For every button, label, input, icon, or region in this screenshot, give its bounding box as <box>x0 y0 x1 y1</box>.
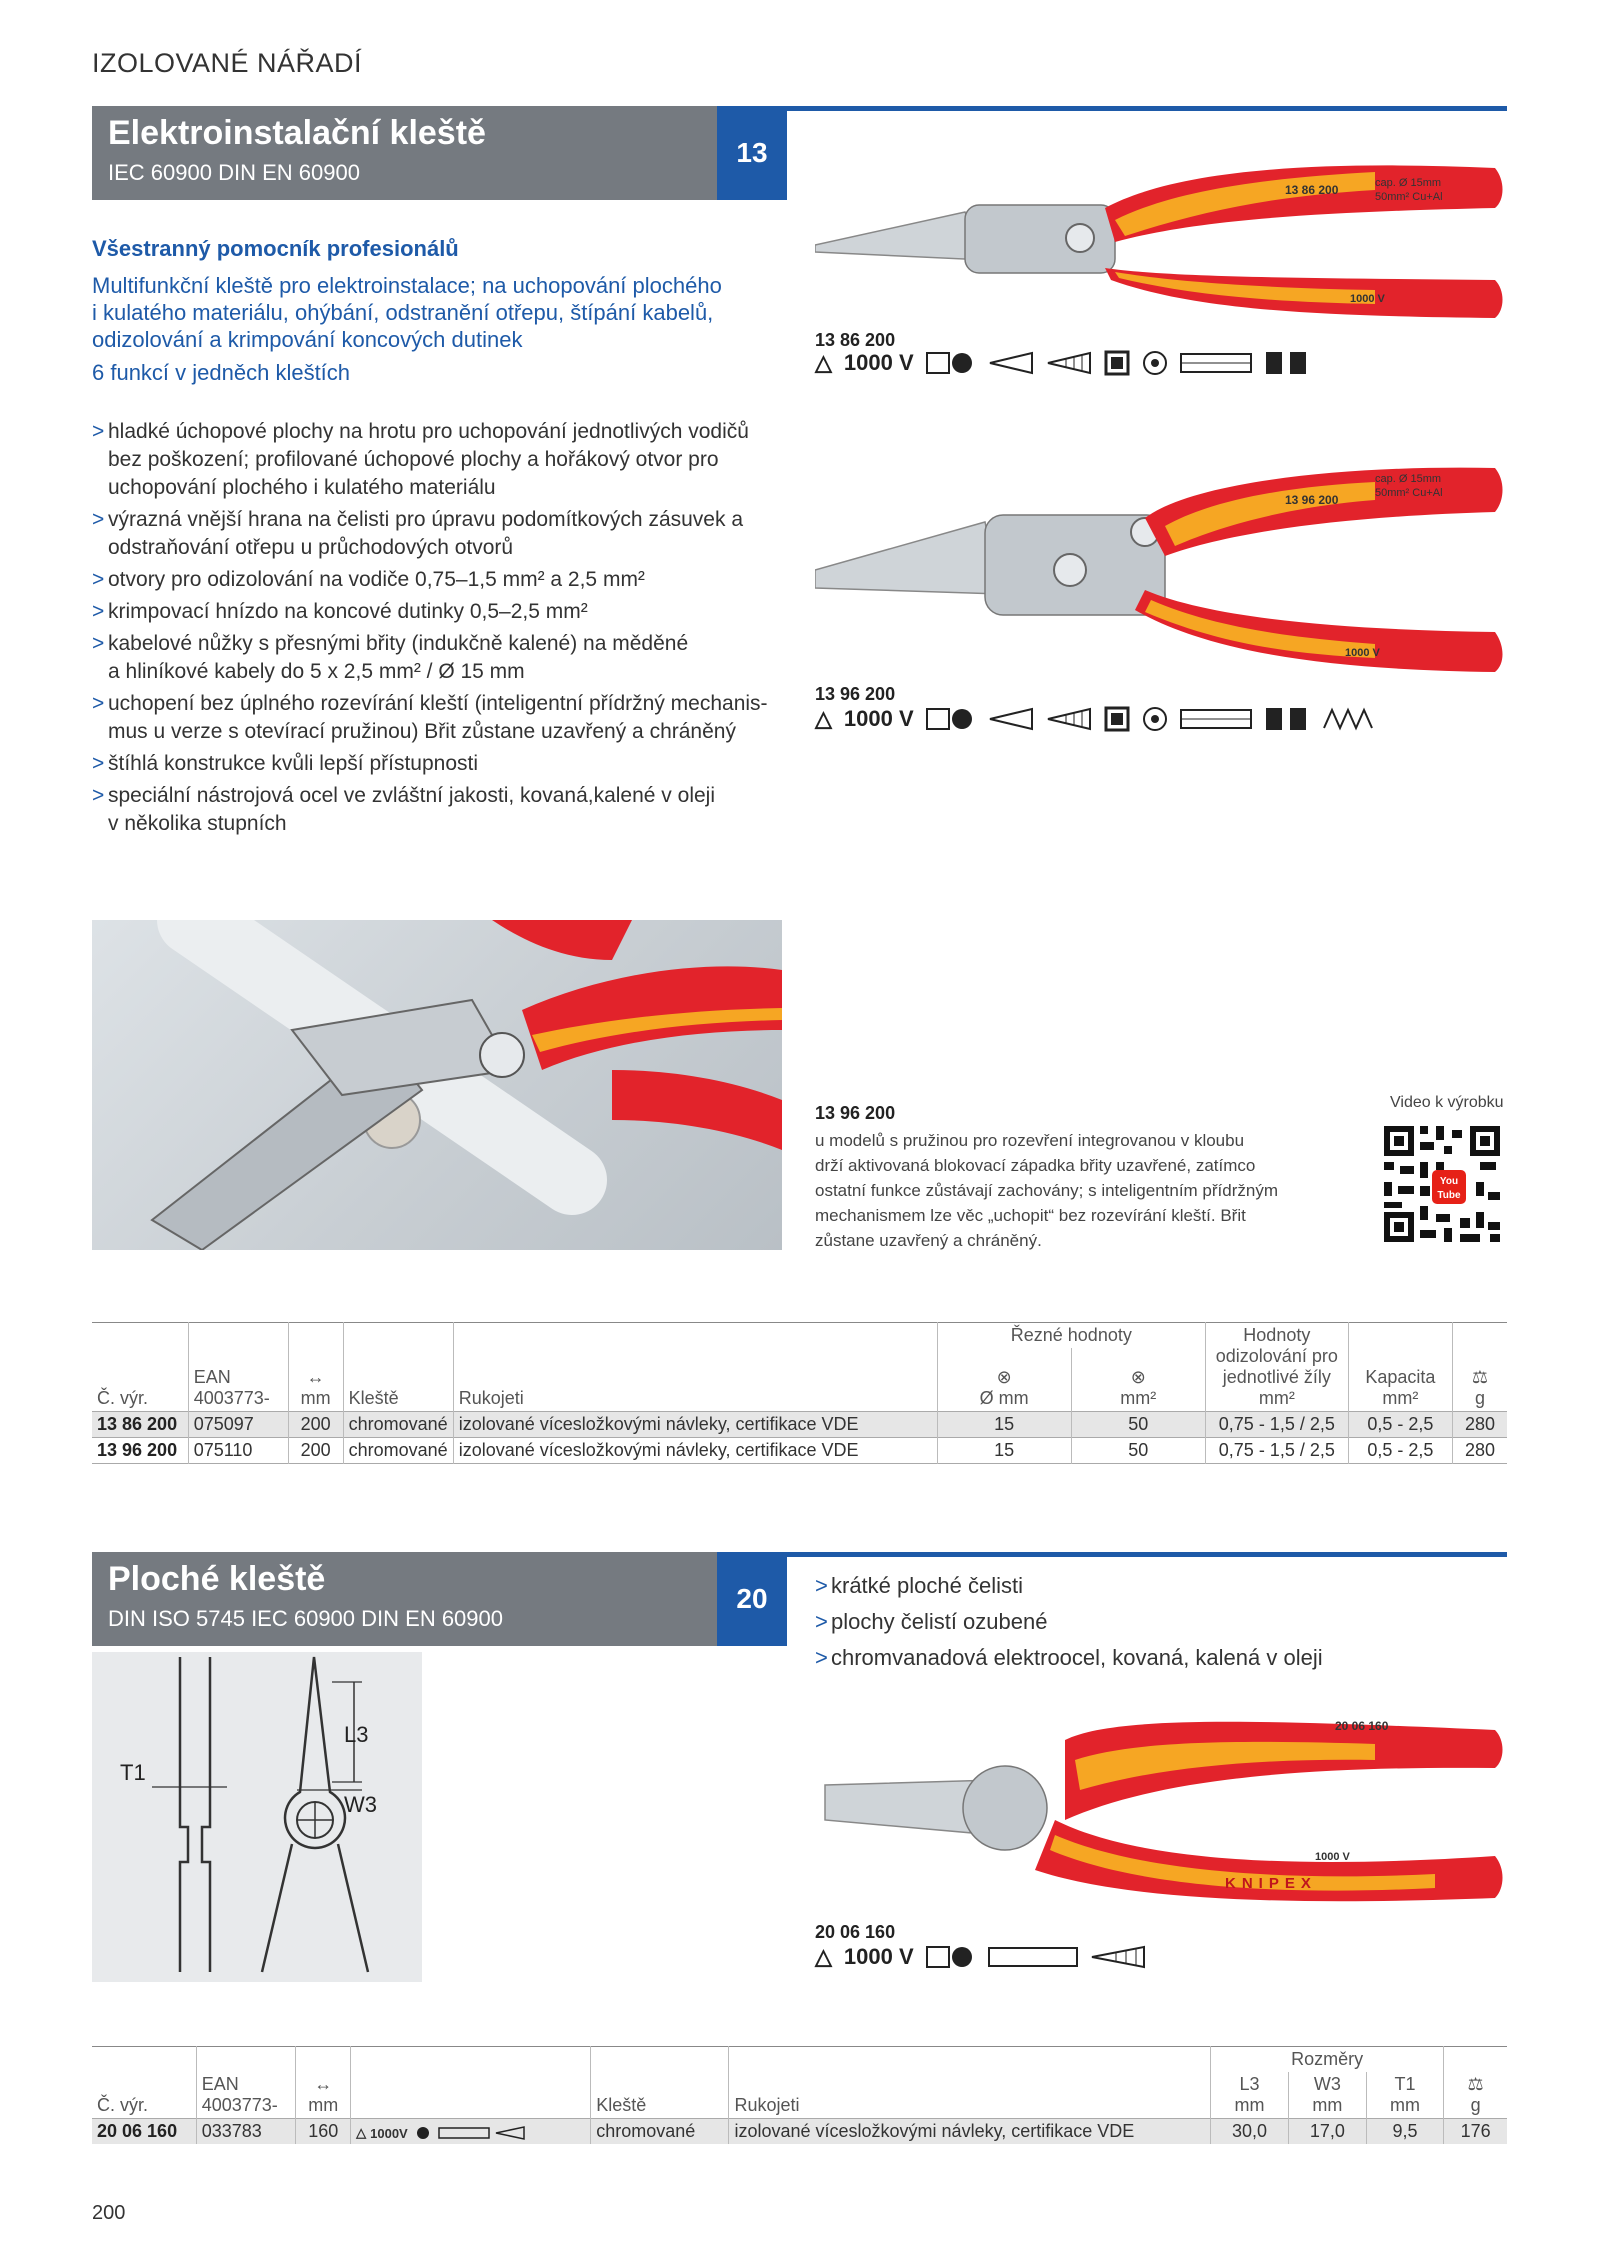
intro-tag: 6 funkcí v jedněch kleštích <box>92 360 351 385</box>
flat-jaw-icon <box>988 707 1034 731</box>
col-t1: T1 mm <box>1366 2072 1443 2119</box>
list-item: > kabelové nůžky s přesnými břity (indukčně kalené) na měděné a hliníkové kabely do 5 x 2,5 mm² / Ø 15 mm <box>92 630 792 686</box>
symbol-cell: △ 1000V <box>351 2119 591 2145</box>
cable-cutter-icon <box>1142 706 1168 732</box>
flat-jaw-icon <box>988 1945 1078 1969</box>
feature-list <box>815 1570 1505 1678</box>
detail-caption: u modelů s pružinou pro rozevření integrovanou v kloubu drží aktivovaná blokovací západka břity uzavřené, zatímco ostatní funkce zůstávají zachovány; s inteligentním přídržným mechanismem lze věc „uchopit“ bez rozevírání kleští. Břit zůstane uzavřený a chráněný. <box>815 1131 1279 1250</box>
group-number: 20 <box>717 1552 787 1646</box>
insulation-icon: △ <box>815 350 832 375</box>
list-item: > krimpovací hnízdo na koncové dutinky 0,5–2,5 mm² <box>92 598 792 626</box>
list-item: > otvory pro odizolování na vodiče 0,75–1,5 mm² a 2,5 mm² <box>92 566 792 594</box>
list-item: > speciální nástrojová ocel ve zvláštní jakosti, kovaná,kalené v oleji v několika stupních <box>92 782 792 838</box>
variant-code: 13 86 200 <box>815 330 896 350</box>
col-ean: EAN 4003773- <box>196 2072 296 2119</box>
list-item: > uchopení bez úplného rozevírání kleští (inteligentní přídržný mechanis- mus u verze s otevírací pružinou) Břit zůstane uzavřený a chráněný <box>92 690 792 746</box>
plier-image-20-06-160 <box>815 1710 1505 1920</box>
edge-icon <box>1264 706 1310 732</box>
vde-gs-icon <box>926 706 976 732</box>
intro-text: Multifunkční kleště pro elektroinstalace; na uchopování plochého i kulatého materiálu, ohýbání, odstranění otřepu, štípání kabelů, odizolování a krimpování koncových dutinek 6 funkcí v jedněch kleštích <box>92 272 792 386</box>
detail-photo <box>92 920 782 1250</box>
list-item: > plochy čelistí ozubené <box>815 1606 1505 1638</box>
table-row: 13 96 200 075110 200 chromované izolované vícesložkovými návleky, certifikace VDE 15 50 0,75 - 1,5 / 2,5 0,5 - 2,5 280 <box>92 1438 1507 1464</box>
video-label: Video k výrobku <box>1390 1094 1504 1111</box>
col-weight: ⚖ g <box>1444 2047 1507 2119</box>
spring-icon <box>1322 706 1378 732</box>
variant-code: 20 06 160 <box>815 1922 896 1942</box>
col-weight: ⚖ g <box>1452 1323 1507 1412</box>
product-title: Ploché kleště <box>108 1560 326 1598</box>
serrated-jaw-icon <box>1090 1945 1146 1969</box>
product-norms: DIN ISO 5745 IEC 60900 DIN EN 60900 <box>108 1606 503 1631</box>
insulation-icon: △ <box>815 706 832 731</box>
plier-image-13-96-200 <box>815 460 1505 680</box>
handle-code: 20 06 160 <box>1335 1719 1389 1733</box>
handle-voltage: 1000 V <box>1350 293 1385 305</box>
list-item: > štíhlá konstrukce kvůli lepší přístupnosti <box>92 750 792 778</box>
cable-cutter-icon <box>1142 350 1168 376</box>
voltage-label: 1000 V <box>843 1944 914 1969</box>
col-length: ↔ mm <box>296 2072 351 2119</box>
edge-icon <box>1264 350 1310 376</box>
col-capacity: Kapacita mm² <box>1348 1323 1452 1412</box>
product-header <box>92 1552 717 1646</box>
handle-note: cap. Ø 15mm <box>1375 473 1442 485</box>
stripping-icon <box>1180 351 1252 375</box>
col-jaws: Kleště <box>343 1348 453 1412</box>
handle-note: 50mm² Cu+Al <box>1375 487 1443 499</box>
handle-voltage: 1000 V <box>1315 1851 1350 1863</box>
flat-jaw-icon <box>988 351 1034 375</box>
group-number: 13 <box>717 106 787 200</box>
handle-code: 13 96 200 <box>1285 493 1339 507</box>
variant-code: 13 96 200 <box>815 684 896 704</box>
technical-drawing <box>92 1652 422 1982</box>
col-ean: EAN 4003773- <box>188 1348 288 1412</box>
product-table-2 <box>92 2046 1507 2144</box>
detail-code: 13 96 200 <box>815 1103 896 1123</box>
col-no: Č. výr. <box>97 2095 149 2115</box>
crimp-icon <box>1104 350 1130 376</box>
product-title: Elektroinstalační kleště <box>108 114 486 152</box>
col-handles: Rukojeti <box>729 2072 1211 2119</box>
table-row: 13 86 200 075097 200 chromované izolované vícesložkovými návleky, certifikace VDE 15 50 0,75 - 1,5 / 2,5 0,5 - 2,5 280 <box>92 1412 1507 1438</box>
product-header <box>92 106 717 200</box>
group-cut-header: Řezné hodnoty <box>937 1323 1205 1349</box>
feature-list <box>92 418 792 842</box>
col-no: Č. výr. <box>97 1388 149 1408</box>
handle-note: 50mm² Cu+Al <box>1375 191 1443 203</box>
label-w3: W3 <box>344 1792 377 1817</box>
handle-voltage: 1000 V <box>1345 647 1380 659</box>
list-item: > krátké ploché čelisti <box>815 1570 1505 1602</box>
stripping-icon <box>1180 707 1252 731</box>
voltage-label: 1000 V <box>843 350 914 375</box>
col-l3: L3 mm <box>1211 2072 1289 2119</box>
group-dims-header: Rozměry <box>1211 2047 1444 2073</box>
icon-row <box>815 1944 1146 1970</box>
voltage-label: 1000 V <box>843 706 914 731</box>
qr-code-icon[interactable] <box>1380 1122 1504 1246</box>
col-strip: Hodnoty odizolování pro jednotlivé žíly mm² <box>1205 1323 1348 1412</box>
label-t1: T1 <box>120 1760 146 1785</box>
brand-logo: KNIPEX <box>1225 1875 1317 1892</box>
length-arrow-icon: ↔ <box>314 2074 333 2094</box>
icon-row <box>815 706 1378 732</box>
section-label: IZOLOVANÉ NÁŘADÍ <box>92 48 363 78</box>
table-row: 20 06 160 033783 160 △ 1000V chromované izolované vícesložkovými návleky, certifikace VDE 30,0 17,0 9,5 176 <box>92 2119 1507 2145</box>
vde-gs-icon <box>926 1944 976 1970</box>
serrated-jaw-icon <box>1046 707 1092 731</box>
cable-cutter-icon: ⊗ <box>1130 1367 1146 1387</box>
youtube-logo: You <box>1439 1176 1459 1187</box>
col-handles: Rukojeti <box>453 1348 937 1412</box>
scale-icon: ⚖ <box>1471 1367 1489 1387</box>
crimp-icon <box>1104 706 1130 732</box>
handle-code: 13 86 200 <box>1285 183 1339 197</box>
scale-icon: ⚖ <box>1467 2074 1484 2094</box>
cable-cutter-icon: ⊗ <box>996 1367 1012 1387</box>
col-cut2: ⊗ mm² <box>1071 1348 1205 1412</box>
product-table-1 <box>92 1322 1507 1464</box>
insulation-icon: △ <box>815 1944 832 1969</box>
plier-image-13-86-200 <box>815 150 1505 320</box>
icon-row <box>815 350 1310 376</box>
serrated-jaw-icon <box>1046 351 1092 375</box>
col-cut1: ⊗ Ø mm <box>937 1348 1071 1412</box>
page-number: 200 <box>92 2202 126 2224</box>
label-l3: L3 <box>344 1722 369 1747</box>
list-item: > hladké úchopové plochy na hrotu pro uchopování jednotlivých vodičů bez poškození; profilované úchopové plochy a hořákový otvor pro uchopování plochého i kulatého materiálu <box>92 418 792 502</box>
product-norms: IEC 60900 DIN EN 60900 <box>108 160 360 185</box>
col-w3: W3 mm <box>1288 2072 1366 2119</box>
length-arrow-icon: ↔ <box>306 1367 325 1387</box>
youtube-logo: Tube <box>1437 1190 1461 1201</box>
vde-gs-icon <box>926 350 976 376</box>
handle-note: cap. Ø 15mm <box>1375 177 1442 189</box>
list-item: > chromvanadová elektroocel, kovaná, kalená v oleji <box>815 1642 1505 1674</box>
intro-heading: Všestranný pomocník profesionálů <box>92 236 459 261</box>
col-length: ↔ mm <box>288 1348 343 1412</box>
list-item: > výrazná vnější hrana na čelisti pro úpravu podomítkových zásuvek a odstraňování otřepu u průchodových otvorů <box>92 506 792 562</box>
col-jaws: Kleště <box>591 2072 729 2119</box>
